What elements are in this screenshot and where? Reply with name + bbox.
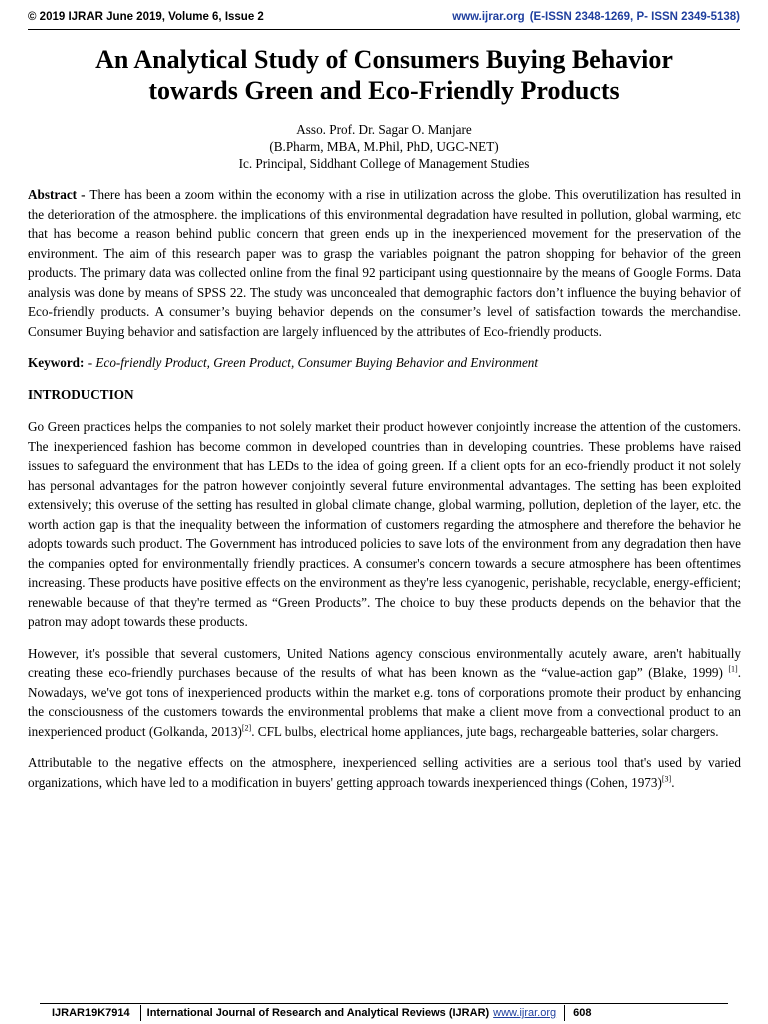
page-footer xyxy=(40,1004,728,1022)
keyword-line xyxy=(28,353,741,373)
author-affiliation: Ic. Principal, Siddhant College of Management Studies xyxy=(238,156,530,171)
author-block xyxy=(28,121,740,172)
abstract-paragraph xyxy=(28,185,741,341)
copyright-issue: © 2019 IJRAR June 2019, Volume 6, Issue 2 xyxy=(28,11,264,23)
keyword-label: Keyword: xyxy=(28,355,85,370)
running-header xyxy=(28,8,740,26)
intro-p2-text-a: However, it's possible that several customers, United Nations agency conscious environmentally acutely aware, aren't habitually creating these eco-friendly purchases because of the results of what has been known as the “value-action gap” (Blake, 1999) xyxy=(28,645,741,680)
paper-id: IJRAR19K7914 xyxy=(40,1005,141,1021)
author-degrees: (B.Pharm, MBA, M.Phil, PhD, UGC-NET) xyxy=(269,139,499,154)
intro-p3-text-b: . xyxy=(671,774,675,790)
intro-p3-text-a: Attributable to the negative effects on the atmosphere, inexperienced selling activities are a serious tool that's used by varied organizations, which have led to a modification in buyers' getting approach towards inexperienced things (Cohen, 1973) xyxy=(28,755,741,790)
intro-paragraph-3 xyxy=(28,753,741,792)
citation-ref-2[interactable]: [2] xyxy=(241,723,252,733)
header-divider xyxy=(28,29,740,30)
article-body xyxy=(28,185,741,804)
intro-p2-text-c: . CFL bulbs, electrical home appliances, jute bags, rechargeable batteries, solar chargers. xyxy=(251,723,719,739)
keyword-list: Eco-friendly Product, Green Product, Consumer Buying Behavior and Environment xyxy=(95,355,539,370)
citation-ref-1[interactable]: [1] xyxy=(728,664,738,674)
journal-name: International Journal of Research and Analytical Reviews (IJRAR) xyxy=(146,1007,490,1019)
introduction-heading: INTRODUCTION xyxy=(28,386,134,402)
keyword-separator: - xyxy=(84,355,96,370)
issn-info: (E-ISSN 2348-1269, P- ISSN 2349-5138) xyxy=(529,11,740,23)
footer-website-link[interactable]: www.ijrar.org xyxy=(493,1007,557,1019)
journal-website-link[interactable]: www.ijrar.org xyxy=(452,11,525,23)
abstract-label: Abstract - xyxy=(28,187,86,202)
intro-paragraph-2 xyxy=(28,644,741,742)
paper-title xyxy=(20,44,748,106)
page-number: 608 xyxy=(573,1007,592,1019)
intro-p2-text-b: . Nowadays, we've got tons of inexperienced products within the market e.g. tons of corporations promote their product by enhancing the consciousness of the customers towards the environmental problems that make a client move from a convectional product to an inexperienced product (Golkanda, 2013) xyxy=(28,665,741,739)
title-line-2: towards Green and Eco-Friendly Products xyxy=(148,76,620,105)
abstract-text: There has been a zoom within the economy with a rise in utilization across the globe. This overutilization has resulted in the deterioration of the atmosphere. the implications of this environmental degradation have resulted in pollution, global warming, etc that has become a reason behind public concern that green ends up in the inexperienced movement for the preservation of the environment. The aim of this research paper was to grasp the variables poignant the patron shopping for behavior of the green products. The primary data was collected online from the final 92 participant using questionnaire by the means of Google Forms. Data analysis was done by means of SPSS 22. The study was unconcealed that demographic factors don’t influence the buying behavior of Eco-friendly products. A consumer’s buying behavior depends on the consumer’s level of satisfaction towards the merchandise. Consumer Buying behavior and satisfaction are largely influenced by the attributes of Eco-friendly products. xyxy=(28,187,742,339)
journal-credit xyxy=(141,1005,565,1021)
title-line-1: An Analytical Study of Consumers Buying Behavior xyxy=(95,45,673,74)
author-name: Asso. Prof. Dr. Sagar O. Manjare xyxy=(296,122,472,137)
citation-ref-3[interactable]: [3] xyxy=(661,774,672,784)
intro-paragraph-1: Go Green practices helps the companies to not solely market their product however conjointly increase the attention of the customers. The inexperienced fashion has become common in developed countries than in developing countries. These problems have raised issues to safeguard the environment that has LEDs to the idea of going green. If a client opts for an eco-friendly product it not solely has personal advantages for the patron however conjointly several future environmental advantages. The setting has been exploited extensively; this overuse of the setting has resulted in global climate change, global warming, pollution, depletion of the layer, etc. the worth action gap is that the inequality between the information of customers regarding the atmosphere and therefore the behavior he adopts towards such product. The Government has introduced policies to save lots of the environment from any degradation then have the companies opted for environmentally friendly practices. A consumer's concern towards a secure atmosphere has been oftentimes increasing. These products have positive effects on the environment as they're less cyanogenic, perishable, recyclable, energy-efficient; renewable because of that they're termed as “Green Products”. The choice to buy these products depends on the behavior that the patron may adopt towards these products. xyxy=(28,419,741,629)
